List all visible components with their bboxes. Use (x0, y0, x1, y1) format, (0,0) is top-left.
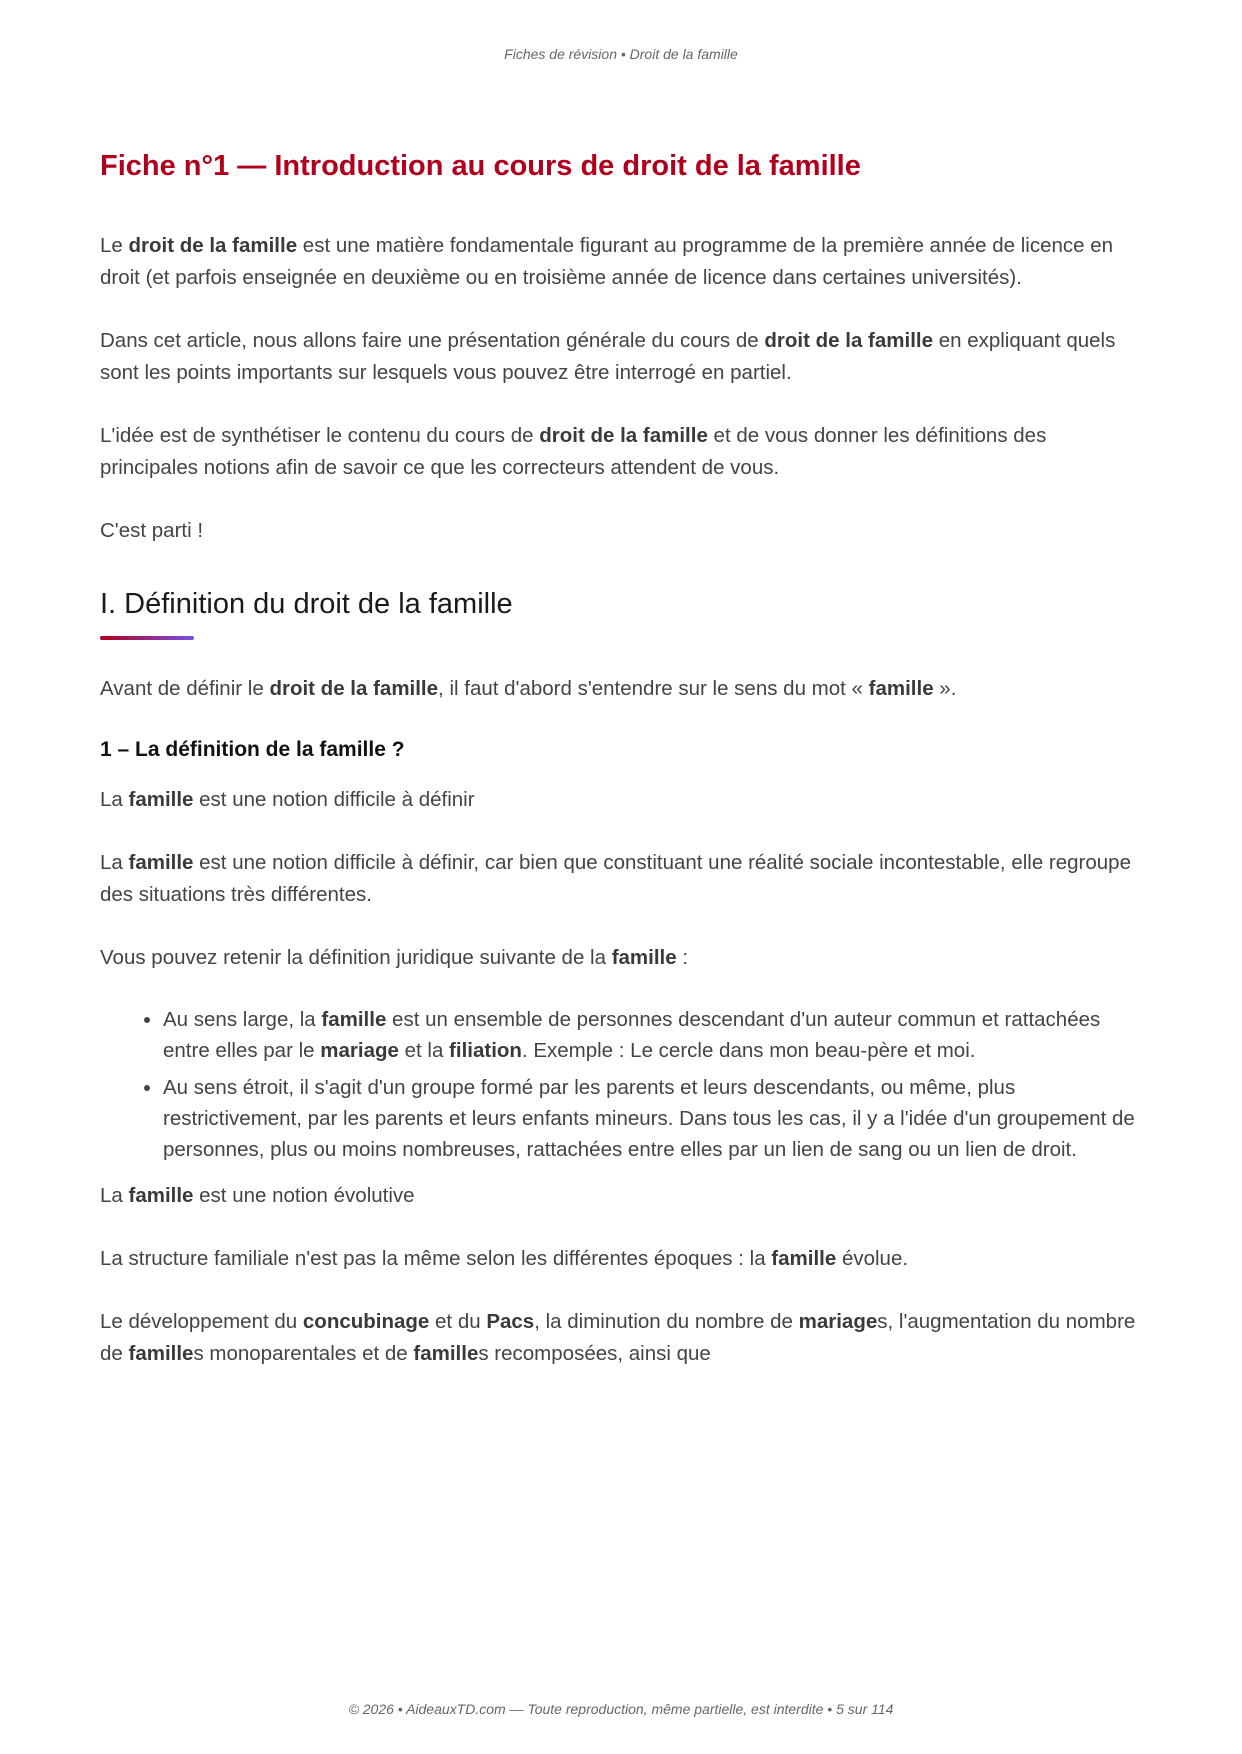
paragraph-retenir: Vous pouvez retenir la définition juridique suivante de la famille : (100, 946, 689, 970)
list-item: • Au sens étroit, il s'agit d'un groupe formé par les parents et leurs descendants, ou même, plus restrictivement, par les parents et leurs enfants mineurs. Dans tous les cas, il y a l'idée d'un groupement de personnes, plus ou moins nombreuses, rattachées entre elles par un lien de sang ou un lien de droit. (163, 1072, 1150, 1165)
section-heading: I. Définition du droit de la famille (100, 588, 513, 621)
paragraph-difficile-long: La famille est une notion difficile à définir, car bien que constituant une réalité sociale incontestable, elle regroupe des situations très différentes. (100, 851, 1131, 907)
intro-paragraph-4: C'est parti ! (100, 519, 204, 543)
page-content (100, 148, 1150, 1370)
page-footer: © 2026 • AideauxTD.com — Toute reproduction, même partielle, est interdite • 5 sur 114 (348, 1701, 894, 1717)
intro-paragraph-3: L'idée est de synthétiser le contenu du cours de droit de la famille et de vous donner les définitions des principales notions afin de savoir ce que les correcteurs attendent de vous. (100, 424, 1047, 480)
section-lead-paragraph: Avant de définir le droit de la famille, il faut d'abord s'entendre sur le sens du mot « famille ». (100, 677, 957, 701)
intro-paragraph-1: Le droit de la famille est une matière fondamentale figurant au programme de la première année de licence en droit (et parfois enseignée en deuxième ou en troisième année de licence dans certaines universités). (100, 234, 1114, 290)
page-title: Fiche n°1 — Introduction au cours de droit de la famille (100, 150, 861, 182)
section-underline (100, 636, 194, 640)
paragraph-difficile-short: La famille est une notion difficile à définir (100, 788, 475, 812)
running-header: Fiches de révision • Droit de la famille (504, 46, 738, 62)
definition-list (100, 1004, 1150, 1165)
paragraph-developpement: Le développement du concubinage et du Pacs, la diminution du nombre de mariages, l'augmentation du nombre de familles monoparentales et de familles recomposées, ainsi que (100, 1310, 1136, 1366)
subsection-heading: 1 – La définition de la famille ? (100, 738, 405, 762)
intro-paragraph-2: Dans cet article, nous allons faire une présentation générale du cours de droit de la famille en expliquant quels sont les points importants sur lesquels vous pouvez être interrogé en partiel. (100, 329, 1116, 385)
list-item: • Au sens large, la famille est un ensemble de personnes descendant d'un auteur commun et rattachées entre elles par le mariage et la filiation. Exemple : Le cercle dans mon beau-père et moi. (163, 1004, 1150, 1066)
paragraph-evolutive: La famille est une notion évolutive (100, 1184, 415, 1208)
paragraph-structure: La structure familiale n'est pas la même selon les différentes époques : la famille évolue. (100, 1247, 909, 1271)
